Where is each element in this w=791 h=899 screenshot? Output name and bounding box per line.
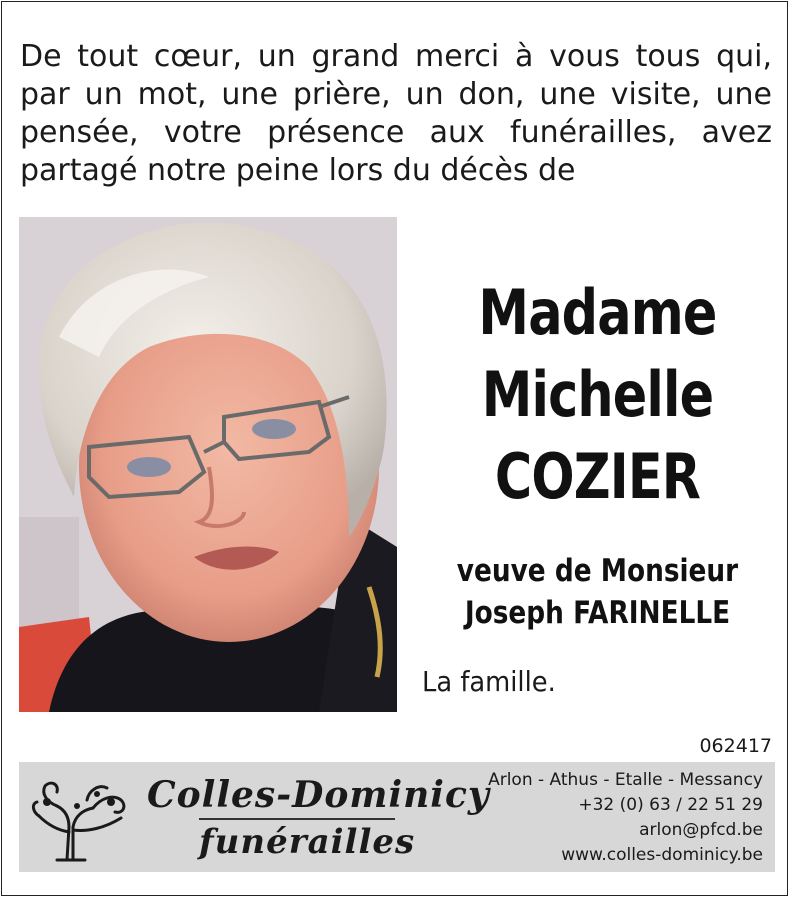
- funeral-home-name: Colles-Dominicy: [147, 774, 490, 816]
- widow-line-2: Joseph FARINELLE: [464, 595, 731, 631]
- locations: Arlon - Athus - Etalle - Messancy: [488, 770, 763, 790]
- brand-divider: [199, 818, 395, 820]
- family-signature: La famille.: [422, 665, 556, 698]
- contact-info: [488, 768, 763, 868]
- funeral-home-banner: [19, 762, 775, 872]
- tree-logo-icon: [27, 772, 133, 862]
- reference-number: 062417: [699, 735, 772, 757]
- website-url: www.colles-dominicy.be: [561, 845, 763, 865]
- deceased-title: Madame: [478, 276, 717, 349]
- deceased-first-name: Michelle: [481, 358, 714, 431]
- phone-number: +32 (0) 63 / 22 51 29: [578, 795, 763, 815]
- widow-of: [434, 550, 761, 634]
- widow-line-1: veuve de Monsieur: [456, 553, 739, 589]
- deceased-name: [440, 272, 756, 518]
- portrait-photo: [19, 217, 397, 712]
- funeral-home-subtitle: funérailles: [199, 822, 416, 862]
- thank-you-text: De tout cœur, un grand merci à vous tous qui, par un mot, une prière, un don, une visite, une pensée, votre présence aux funérailles, avez partagé notre peine lors du décès de: [20, 39, 772, 188]
- email-address: arlon@pfcd.be: [639, 820, 763, 840]
- deceased-last-name: COZIER: [494, 440, 701, 513]
